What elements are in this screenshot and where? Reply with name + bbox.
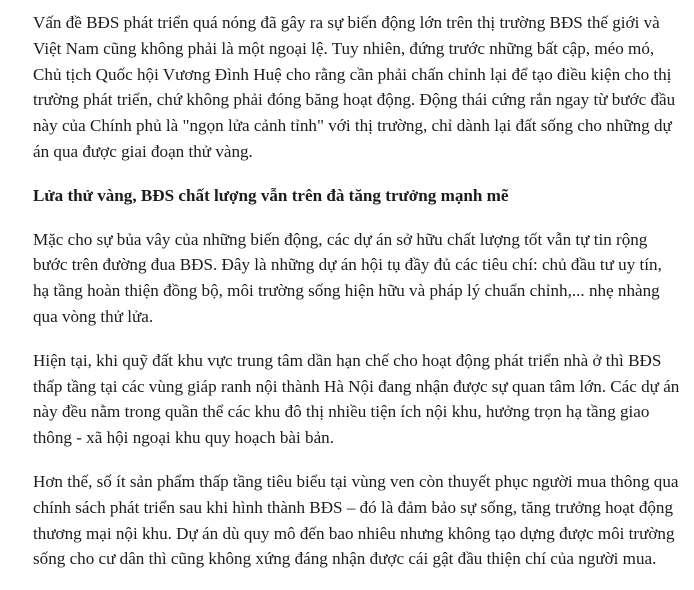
section-heading: Lửa thử vàng, BĐS chất lượng vẫn trên đà tăng trưởng mạnh mẽ — [33, 185, 509, 205]
paragraph-low-rise-demand: Hiện tại, khi quỹ đất khu vực trung tâm dần hạn chế cho hoạt động phát triển nhà ở thì BĐS thấp tầng tại các vùng giáp ranh nội thành Hà Nội đang nhận được sự quan tâm lớn. Các dự án này đều nằm trong quần thể các khu đô thị nhiều tiện ích nội khu, hưởng trọn hạ tầng giao thông - xã hội ngoại khu quy hoạch bài bản. — [33, 350, 680, 448]
paragraph-development-policy: Hơn thế, số ít sản phẩm thấp tầng tiêu biểu tại vùng ven còn thuyết phục người mua thông qua chính sách phát triển sau khi hình thành BĐS – đó là đảm bảo sự sống, tăng trưởng hoạt động thương mại nội khu. Dự án dù quy mô đến bao nhiêu nhưng không tạo dựng được môi trường sống cho cư dân thì cũng không xứng đáng nhận được cái gật đầu thiện chí của người mua. — [33, 471, 679, 569]
paragraph-intro: Vấn đề BĐS phát triển quá nóng đã gây ra sự biến động lớn trên thị trường BĐS thế giới và Việt Nam cũng không phải là một ngoại lệ. Tuy nhiên, đứng trước những bất cập, méo mó, Chủ tịch Quốc hội Vương Đình Huệ cho rằng cần phải chấn chỉnh lại để tạo điều kiện cho thị trường phát triển, chứ không phải đóng băng hoạt động. Động thái cứng rắn ngay từ bước đầu này của Chính phủ là "ngọn lửa cảnh tỉnh" với thị trường, chỉ dành lại đất sống cho những dự án qua được giai đoạn thử vàng. — [33, 13, 676, 161]
article-body — [33, 10, 681, 590]
paragraph-quality-projects: Mặc cho sự bủa vây của những biến động, các dự án sở hữu chất lượng tốt vẫn tự tin rộng bước trên đường đua BĐS. Đây là những dự án hội tụ đầy đủ các tiêu chí: chủ đầu tư uy tín, hạ tầng hoàn thiện đồng bộ, môi trường sống hiện hữu và pháp lý chuẩn chỉnh,... nhẹ nhàng qua vòng thử lửa. — [33, 229, 662, 326]
